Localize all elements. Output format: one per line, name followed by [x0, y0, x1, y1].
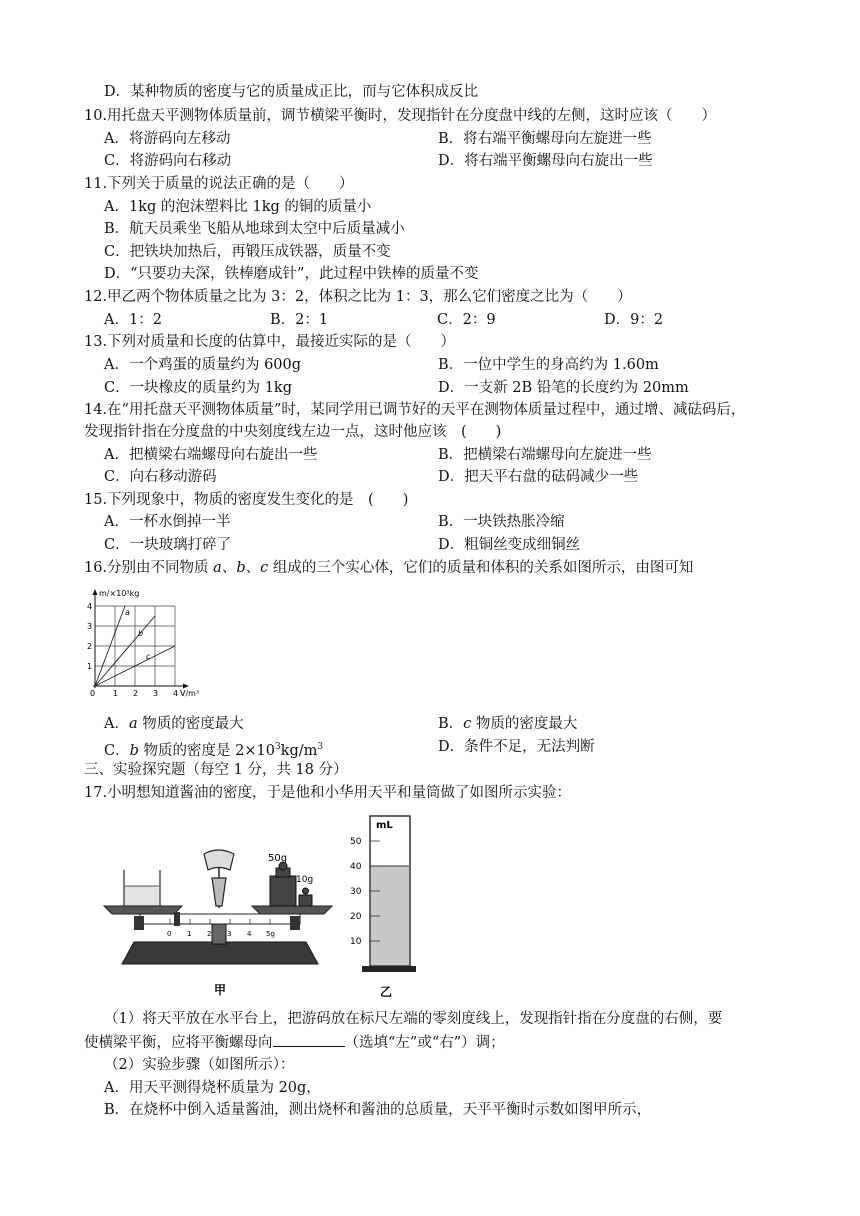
- q10-option-b: B．将右端平衡螺母向左旋进一些: [438, 131, 652, 147]
- q10-option-c: C．将游码向右移动: [104, 153, 232, 169]
- q16-stem-pre: 16.分别由不同物质: [84, 560, 214, 576]
- q10-option-a: A．将游码向左移动: [104, 131, 231, 147]
- q11-option-b: B．航天员乘坐飞船从地球到太空中后质量减小: [104, 221, 405, 237]
- q17-part2: （2）实验步骤（如图所示）：: [104, 1057, 295, 1073]
- cylinder-liquid: [371, 866, 409, 965]
- q14-option-b: B．把横梁右端螺母向左旋进一些: [438, 447, 652, 463]
- q10-stem: 10.用托盘天平测物体质量前，调节横梁平衡时，发现指针在分度盘中线的左侧，这时应该（ ）: [84, 108, 717, 124]
- q11-stem: 11.下列关于质量的说法正确的是（ ）: [84, 176, 354, 192]
- q16-option-c: [104, 737, 323, 761]
- cyl-tick-10: 10: [350, 937, 362, 947]
- q9-option-d: D．某种物质的密度与它的质量成正比，而与它体积成反比: [104, 84, 479, 100]
- q16-c-prefix: C．: [104, 742, 130, 759]
- q14-option-d: D．把天平右盘的砝码减少一些: [438, 469, 639, 485]
- q12-stem: 12.甲乙两个物体质量之比为 3：2，体积之比为 1：3，那么它们密度之比为（ ）: [84, 289, 632, 305]
- q16-c-text: 物质的密度是 2×10: [138, 742, 275, 759]
- q16-c-sup2: 3: [317, 742, 324, 752]
- graph-series-label-b: b: [138, 629, 144, 638]
- q10-option-d: D．将右端平衡螺母向右旋出一些: [438, 153, 653, 169]
- weight-50g-label: 50g: [268, 853, 288, 864]
- graph-y-label: m/×10³kg: [99, 589, 140, 598]
- q16-option-d: D．条件不足，无法判断: [438, 739, 595, 755]
- cyl-tick-30: 30: [350, 887, 362, 897]
- scale-tick-4: 4: [247, 930, 252, 938]
- scale-tick-1: 1: [187, 930, 192, 938]
- q13-stem: 13.下列对质量和长度的估算中，最接近实际的是（ ）: [84, 334, 456, 350]
- q12-option-b: B．2：1: [270, 312, 329, 328]
- cyl-tick-50: 50: [350, 837, 362, 847]
- q11-option-d: D．“只要功夫深，铁棒磨成针”，此过程中铁棒的质量不变: [104, 266, 479, 282]
- right-pan-icon: [252, 906, 332, 914]
- q12-option-a: A．1：2: [104, 312, 162, 328]
- q12-option-d: D．9：2: [604, 312, 664, 328]
- rider-icon: [174, 912, 180, 926]
- beaker-icon: [124, 870, 160, 906]
- q16-sep2: 、: [245, 560, 261, 576]
- q16-stem-post: 组成的三个实心体，它们的质量和体积的关系如图所示，由图可知: [268, 560, 694, 576]
- balance-figure: [100, 846, 340, 998]
- beam: [140, 914, 300, 924]
- q13-option-d: D．一支新 2B 铅笔的长度约为 20mm: [438, 380, 689, 396]
- mass-volume-graph: [82, 584, 212, 702]
- q15-option-d: D．粗铜丝变成细铜丝: [438, 537, 581, 553]
- graph-xtick-2: 2: [133, 689, 139, 698]
- graph-ytick-3: 3: [87, 622, 93, 631]
- pointer-dial-icon: [204, 850, 234, 908]
- q16-b-var: c: [463, 716, 472, 732]
- left-nut-icon: [134, 916, 144, 930]
- q16-stem: [84, 558, 693, 578]
- q16-option-a: [104, 714, 244, 734]
- q13-option-a: A．一个鸡蛋的质量约为 600g: [104, 357, 302, 373]
- q16-sep1: 、: [221, 560, 237, 576]
- answer-blank[interactable]: [273, 1032, 345, 1047]
- q14-stem-line2: 发现指针指在分度盘的中央刻度线左边一点，这时他应该 ( ): [84, 424, 502, 440]
- scale-tick-0: 0: [167, 930, 172, 938]
- q17-part1-line2: [84, 1032, 505, 1053]
- q16-var-a: a: [213, 560, 222, 576]
- q15-stem: 15.下列现象中，物质的密度发生变化的是 ( ): [84, 492, 409, 508]
- q13-option-c: C．一块橡皮的质量约为 1kg: [104, 380, 292, 396]
- q16-a-prefix: A．: [104, 716, 129, 732]
- graph-series-label-a: a: [125, 608, 130, 617]
- right-nut-icon: [290, 916, 300, 930]
- q17-stem: 17.小明想知道酱油的密度，于是他和小华用天平和量筒做了如图所示实验：: [84, 785, 572, 801]
- graduated-cylinder-figure: [346, 810, 416, 1000]
- q17-part1-post: （选填“左”或“右”）调；: [344, 1035, 505, 1051]
- graph-origin: 0: [90, 689, 96, 698]
- scale-tick-5g: 5g: [266, 930, 275, 938]
- q11-option-c: C．把铁块加热后，再锻压成铁器，质量不变: [104, 244, 391, 260]
- graph-series-label-c: c: [146, 652, 151, 661]
- q16-c-unit: kg/m: [280, 742, 318, 759]
- q11-option-a: A．1kg 的泡沫塑料比 1kg 的铜的质量小: [104, 199, 372, 215]
- q13-option-b: B．一位中学生的身高约为 1.60m: [438, 357, 659, 373]
- q15-option-c: C．一块玻璃打碎了: [104, 537, 232, 553]
- cylinder-base: [362, 966, 416, 972]
- q14-option-a: A．把横梁右端螺母向右旋出一些: [104, 447, 318, 463]
- graph-ytick-2: 2: [87, 642, 93, 651]
- balance-base: [122, 942, 318, 964]
- q15-option-a: A．一杯水倒掉一半: [104, 514, 231, 530]
- scale-tick-3: 3: [227, 930, 232, 938]
- q16-a-var: a: [128, 716, 138, 732]
- scale-tick-2: 2: [207, 930, 212, 938]
- balance-post: [212, 924, 226, 944]
- q17-part1-line1: （1）将天平放在水平台上，把游码放在标尺左端的零刻度线上，发现指针指在分度盘的右侧，要: [104, 1011, 723, 1027]
- q15-option-b: B．一块铁热胀冷缩: [438, 514, 565, 530]
- graph-ytick-1: 1: [87, 662, 93, 671]
- q16-b-prefix: B．: [438, 716, 464, 732]
- q12-option-c: C．2：9: [437, 312, 496, 328]
- q14-option-c: C．向右移动游码: [104, 469, 217, 485]
- q16-option-b: [438, 714, 577, 734]
- graph-y-arrow: [93, 589, 98, 595]
- graph-xtick-4: 4: [173, 689, 179, 698]
- left-pan-icon: [104, 906, 182, 914]
- weight-10g-label: 10g: [296, 875, 314, 885]
- q16-c-sup1: 3: [274, 742, 281, 752]
- weight-50g-icon: [270, 862, 296, 906]
- label-jia: 甲: [214, 983, 227, 997]
- graph-x-arrow: [183, 684, 189, 689]
- section-3-heading: 三、实验探究题（每空 1 分，共 18 分）: [84, 762, 348, 778]
- graph-grid: [95, 606, 175, 686]
- graph-xtick-1: 1: [113, 689, 119, 698]
- cyl-tick-40: 40: [350, 862, 362, 872]
- q16-c-var: b: [129, 742, 139, 759]
- q14-stem-line1: 14.在“用托盘天平测物体质量”时，某同学用已调节好的天平在测物体质量过程中，通过增、减砝码后，: [84, 402, 746, 418]
- graph-x-label: V/m³: [180, 689, 200, 698]
- q16-var-c: c: [260, 560, 269, 576]
- cyl-tick-20: 20: [350, 912, 362, 922]
- weight-10g-icon: [299, 888, 312, 906]
- graph-ytick-4: 4: [87, 602, 93, 611]
- q16-a-text: 物质的密度最大: [137, 716, 244, 732]
- q17-step-a: A．用天平测得烧杯质量为 20g，: [104, 1080, 321, 1096]
- q16-var-b: b: [236, 560, 246, 576]
- q17-part1-pre: 使横梁平衡，应将平衡螺母向: [84, 1035, 273, 1051]
- q16-b-text: 物质的密度最大: [471, 716, 578, 732]
- graph-line-b: [95, 616, 155, 686]
- label-yi: 乙: [380, 985, 393, 999]
- q17-step-b: B．在烧杯中倒入适量酱油，测出烧杯和酱油的总质量，天平平衡时示数如图甲所示，: [104, 1102, 652, 1118]
- graph-xtick-3: 3: [153, 689, 159, 698]
- cylinder-unit: mL: [376, 820, 393, 831]
